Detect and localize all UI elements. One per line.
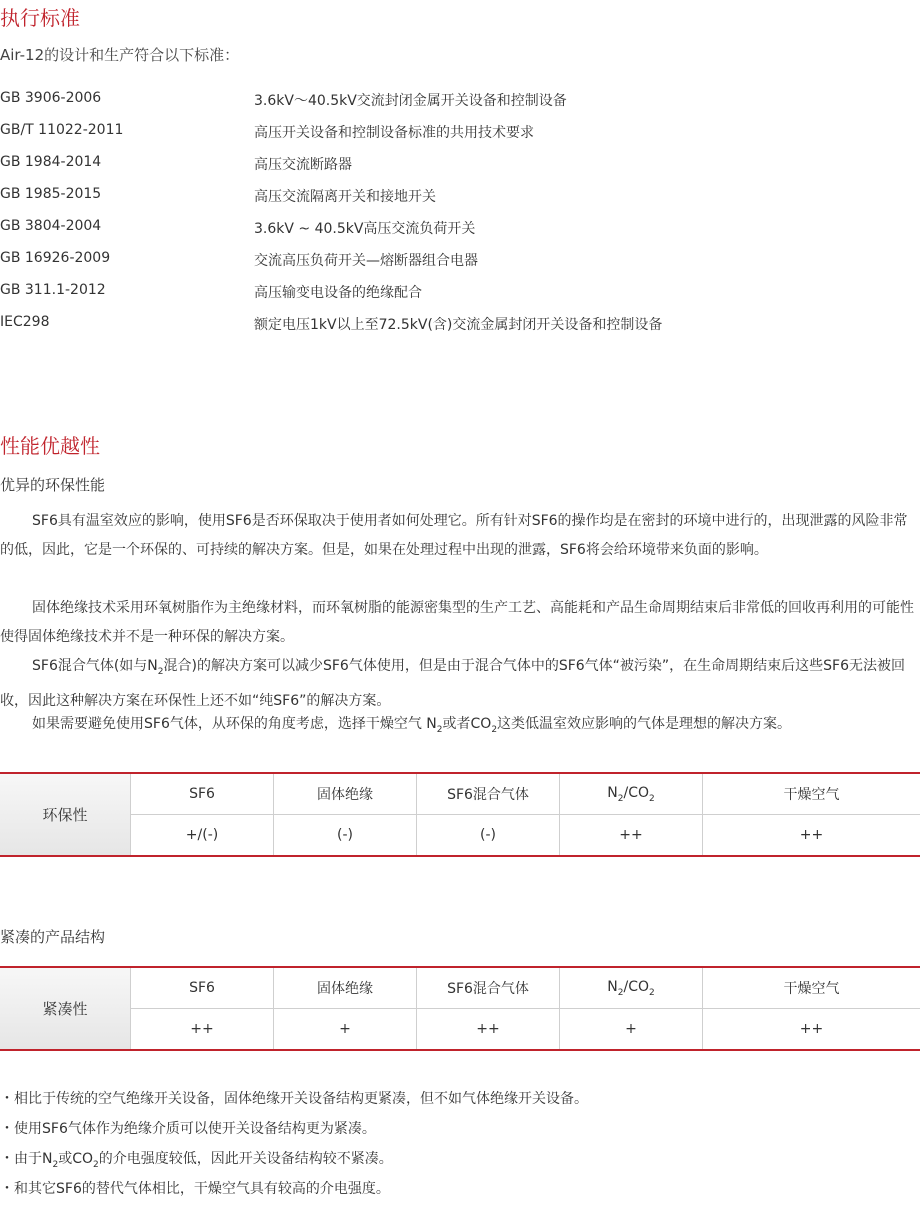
list-item: ・相比于传统的空气绝缘开关设备，固体绝缘开关设备结构更紧凑，但不如气体绝缘开关设备。 (0, 1091, 588, 1107)
standard-code: GB 3906-2006 (0, 90, 102, 106)
standard-desc: 3.6kV ~ 40.5kV高压交流负荷开关 (254, 221, 476, 237)
eco-paragraph: 固体绝缘技术采用环氧树脂作为主绝缘材料，而环氧树脂的能源密集型的生产工艺、高能耗和产品生命周期结束后非常低的回收再利用的可能性使得固体绝缘技术并不是一种环保的解决方案。 (0, 600, 914, 645)
list-item: ・使用SF6气体作为绝缘介质可以使开关设备结构更为紧凑。 (0, 1121, 376, 1137)
compact-subtitle: 紧凑的产品结构 (0, 928, 106, 946)
performance-title: 性能优越性 (0, 434, 100, 458)
header-cell: 干燥空气 (703, 967, 920, 1009)
standard-code: GB 311.1-2012 (0, 282, 106, 298)
row-label: 环保性 (0, 773, 131, 856)
value-cell: ++ (703, 1009, 920, 1051)
list-item: ・由于$N_2$或$CO_2$的介电强度较低，因此开关设备结构较不紧凑。 (0, 1151, 393, 1170)
header-cell: 固体绝缘 (274, 967, 417, 1009)
standard-desc: 高压交流隔离开关和接地开关 (254, 189, 436, 205)
value-cell: ++ (131, 1009, 274, 1051)
value-cell: ++ (703, 815, 920, 857)
standard-code: GB 3804-2004 (0, 218, 102, 234)
header-cell: SF6 (131, 773, 274, 815)
header-cell: SF6 (131, 967, 274, 1009)
value-cell: +/(-) (131, 815, 274, 857)
standard-row (0, 250, 920, 274)
standard-desc: 高压输变电设备的绝缘配合 (254, 285, 422, 301)
header-cell: 干燥空气 (703, 773, 920, 815)
standard-row (0, 90, 920, 114)
standard-row (0, 218, 920, 242)
eco-paragraph: 如果需要避免使用SF6气体，从环保的角度考虑，选择干燥空气 $N_2$或者$CO_2$这类低温室效应影响的气体是理想的解决方案。 (32, 716, 792, 735)
compact-comparison-table (0, 966, 920, 1051)
standard-code: GB/T 11022-2011 (0, 122, 124, 138)
list-item: ・和其它SF6的替代气体相比，干燥空气具有较高的介电强度。 (0, 1181, 390, 1197)
standard-row (0, 282, 920, 306)
eco-comparison-table (0, 772, 920, 857)
value-cell: ++ (560, 815, 703, 857)
header-cell: $N_2/CO_2$ (560, 773, 703, 815)
eco-paragraph: SF6具有温室效应的影响，使用SF6是否环保取决于使用者如何处理它。所有针对SF6的操作均是在密封的环境中进行的，出现泄露的风险非常的低，因此，它是一个环保的、可持续的解决方案。但是，如果在处理过程中出现的泄露，SF6将会给环境带来负面的影响。 (0, 513, 908, 558)
standard-desc: 交流高压负荷开关—熔断器组合电器 (254, 253, 478, 269)
value-cell: (-) (417, 815, 560, 857)
standard-row (0, 122, 920, 146)
standard-desc: 3.6kV～40.5kV交流封闭金属开关设备和控制设备 (254, 93, 567, 109)
standards-title: 执行标准 (0, 6, 80, 30)
standard-desc: 额定电压1kV以上至72.5kV(含)交流金属封闭开关设备和控制设备 (254, 317, 663, 333)
standard-code: GB 16926-2009 (0, 250, 111, 266)
standard-desc: 高压交流断路器 (254, 157, 352, 173)
value-cell: + (274, 1009, 417, 1051)
eco-subtitle: 优异的环保性能 (0, 476, 106, 494)
standard-row (0, 154, 920, 178)
value-cell: + (560, 1009, 703, 1051)
header-cell: SF6混合气体 (417, 967, 560, 1009)
standards-intro: Air-12的设计和生产符合以下标准： (0, 46, 240, 64)
header-cell: $N_2/CO_2$ (560, 967, 703, 1009)
value-cell: (-) (274, 815, 417, 857)
standard-code: IEC298 (0, 314, 50, 330)
compact-notes-list (0, 1084, 588, 1204)
standard-code: GB 1985-2015 (0, 186, 102, 202)
eco-paragraph: SF6混合气体(如与$N_2$混合)的解决方案可以减少SF6气体使用，但是由于混合气体中的SF6气体“被污染”，在生命周期结束后这些SF6无法被回收，因此这种解决方案在环保性上还不如“纯SF6”的解决方案。 (0, 658, 906, 709)
header-cell: SF6混合气体 (417, 773, 560, 815)
standard-desc: 高压开关设备和控制设备标准的共用技术要求 (254, 125, 534, 141)
standard-row (0, 314, 920, 338)
standard-code: GB 1984-2014 (0, 154, 102, 170)
row-label: 紧凑性 (0, 967, 131, 1050)
header-cell: 固体绝缘 (274, 773, 417, 815)
value-cell: ++ (417, 1009, 560, 1051)
standard-row (0, 186, 920, 210)
